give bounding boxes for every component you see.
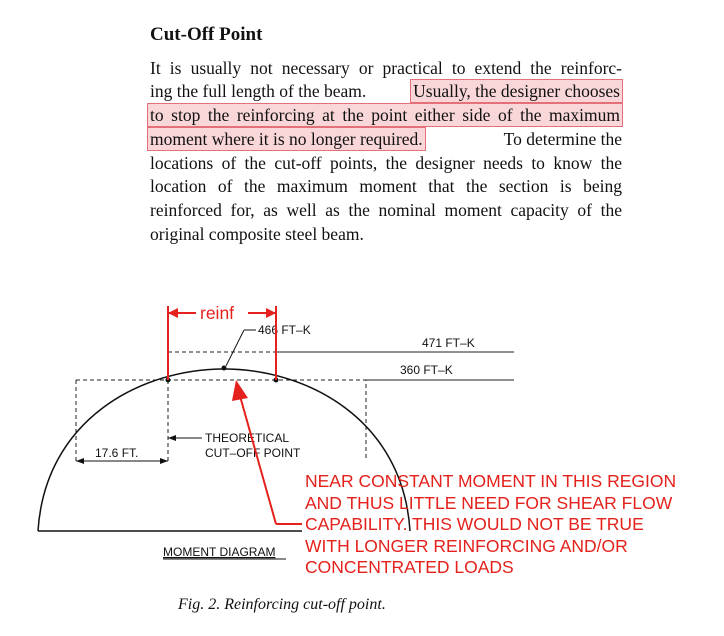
reinf-arrowhead-right xyxy=(266,308,276,318)
theoretical-label-1: THEORETICAL xyxy=(205,431,290,445)
reinf-label: reinf xyxy=(200,303,235,323)
capacity-bottom-label: 360 FT–K xyxy=(400,363,453,377)
paragraph-line-8: original composite steel beam. xyxy=(150,224,364,244)
moment-diagram-label: MOMENT DIAGRAM xyxy=(163,545,276,559)
dimension-arrow-right xyxy=(160,458,168,464)
theoretical-label-2: CUT–OFF POINT xyxy=(205,446,301,460)
paragraph-line-3: to stop the reinforcing at the point either side of the maximum xyxy=(150,105,620,125)
annotation-line-2: AND THUS LITTLE NEED FOR SHEAR FLOW xyxy=(305,493,673,513)
paragraph-line-5: locations of the cut-off points, the designer needs to know the xyxy=(150,153,622,173)
annotation-line-4: WITH LONGER REINFORCING AND/OR xyxy=(305,536,628,556)
annotation-arrowhead xyxy=(232,380,248,401)
max-moment-leader xyxy=(226,330,244,366)
capacity-top-label: 471 FT–K xyxy=(422,336,475,350)
paragraph-line-2-plain: ing the full length of the beam. xyxy=(150,81,367,101)
section-heading: Cut-Off Point xyxy=(150,24,263,45)
max-moment-point xyxy=(222,366,227,371)
annotation-line-3: CAPABILITY. THIS WOULD NOT BE TRUE xyxy=(305,514,644,534)
paragraph-line-4-plain: To determine the xyxy=(503,129,622,149)
paragraph-line-6: location of the maximum moment that the section is being xyxy=(150,176,622,196)
highlight-line-2: Usually, the designer chooses xyxy=(413,81,620,101)
annotation-pointer xyxy=(240,396,276,524)
annotation-line-5: CONCENTRATED LOADS xyxy=(305,557,514,577)
max-moment-label: 466 FT–K xyxy=(258,323,311,337)
dimension-arrow-left xyxy=(76,458,84,464)
highlight-line-4: moment where it is no longer required. xyxy=(150,129,423,149)
reinf-arrowhead-left xyxy=(168,308,178,318)
dimension-label: 17.6 FT. xyxy=(95,446,139,460)
theoretical-arrowhead xyxy=(168,435,176,441)
figure-caption: Fig. 2. Reinforcing cut-off point. xyxy=(178,596,386,613)
paragraph-line-7: reinforced for, as well as the nominal moment capacity of the xyxy=(150,200,622,220)
annotation-line-1: NEAR CONSTANT MOMENT IN THIS REGION xyxy=(305,471,677,491)
paragraph-line-1: It is usually not necessary or practical to extend the reinforc- xyxy=(150,58,622,78)
